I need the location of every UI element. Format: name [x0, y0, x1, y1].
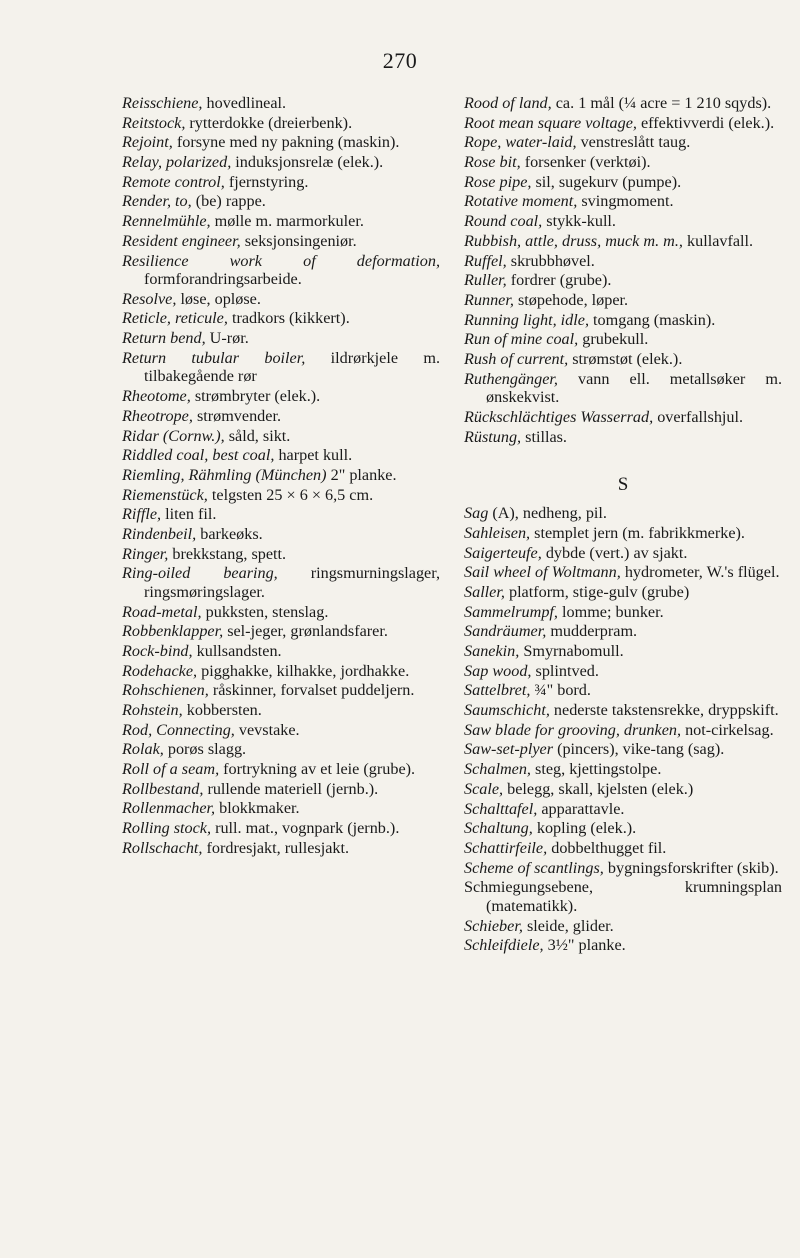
dictionary-entry: [464, 271, 782, 290]
entry-definition: kobbersten.: [186, 701, 262, 720]
dictionary-entry: [122, 290, 440, 309]
entry-term: Saigerteufe,: [464, 543, 542, 562]
entry-term: Root mean square voltage,: [464, 113, 637, 132]
entry-term: Rush of current,: [464, 349, 569, 368]
entry-term: Saumschicht,: [464, 701, 550, 720]
r-entries: [464, 94, 782, 446]
entry-term: Riemenstück,: [122, 485, 208, 504]
entry-definition: strømvender.: [196, 406, 282, 425]
entry-term: Rolling stock,: [122, 819, 212, 838]
dictionary-entry: [122, 525, 440, 544]
entry-term: Sag: [464, 504, 489, 523]
dictionary-entry: [464, 760, 782, 779]
entry-term: Schieber,: [464, 916, 523, 935]
page-number: 270: [382, 48, 418, 73]
entry-definition: porøs slagg.: [167, 740, 247, 759]
entry-term: Schattirfeile,: [464, 838, 548, 857]
dictionary-entry: [464, 153, 782, 172]
dictionary-entry: [464, 721, 782, 740]
dictionary-entry: [122, 505, 440, 524]
entry-definition: hovedlineal.: [206, 94, 287, 112]
dictionary-entry: [122, 642, 440, 661]
dictionary-entry: [122, 564, 440, 601]
dictionary-entry: [464, 370, 782, 407]
entry-term: Riddled coal, best coal,: [122, 446, 275, 465]
dictionary-entry: [122, 662, 440, 681]
dictionary-entry: [464, 94, 782, 113]
entry-term: Riffle,: [122, 505, 162, 524]
entry-term: Rüstung,: [464, 427, 522, 446]
entry-definition: stemplet jern (m. fabrikkmerke).: [534, 523, 745, 542]
entry-definition: apparattavle.: [541, 799, 625, 818]
entry-definition: forsyne med ny pakning (maskin).: [176, 133, 400, 152]
dictionary-entry: [464, 291, 782, 310]
entry-definition: råskinner, forvalset puddeljern.: [212, 681, 415, 700]
entry-term: Running light, idle,: [464, 310, 589, 329]
entry-definition: ringsmurningslager, ringsmøringslager.: [144, 564, 441, 601]
dictionary-entry: [122, 819, 440, 838]
dictionary-entry: [122, 153, 440, 172]
dictionary-entry: [122, 133, 440, 152]
dictionary-entry: [464, 524, 782, 543]
entry-definition: blokkmaker.: [219, 799, 300, 818]
dictionary-entry: [122, 173, 440, 192]
dictionary-entry: [464, 701, 782, 720]
entry-definition: svingmoment.: [581, 192, 674, 211]
entry-definition: lomme; bunker.: [562, 602, 664, 621]
entry-definition: kullsandsten.: [196, 641, 282, 660]
entry-term: Scale,: [464, 779, 504, 798]
entry-term: Road-metal,: [122, 602, 202, 621]
entry-term: Run of mine coal,: [464, 330, 579, 349]
entry-definition: skrubbhøvel.: [510, 251, 595, 270]
dictionary-entry: [464, 936, 782, 955]
entry-term: Rindenbeil,: [122, 524, 197, 543]
dictionary-entry: [464, 311, 782, 330]
entry-definition: stykk-kull.: [546, 212, 616, 231]
dictionary-entry: [464, 839, 782, 858]
dictionary-entry: [464, 819, 782, 838]
entry-term: Rose bit,: [464, 153, 521, 172]
entry-definition: fortrykning av et leie (grube).: [223, 760, 416, 779]
entry-term: Scheme of scantlings,: [464, 858, 604, 877]
dictionary-entry: [122, 780, 440, 799]
entry-term: Rubbish, attle, druss, muck m. m.,: [464, 231, 683, 250]
entry-definition: liten fil.: [165, 505, 217, 524]
entry-term: Sandräumer,: [464, 622, 547, 641]
entry-definition: dybde (vert.) av sjakt.: [545, 543, 688, 562]
dictionary-entry: [122, 407, 440, 426]
entry-definition: forsenker (verktøi).: [524, 153, 651, 172]
dictionary-entry: [122, 114, 440, 133]
entry-definition: hydrometer, W.'s flügel.: [624, 563, 780, 582]
entry-term: Schleifdiele,: [464, 936, 544, 955]
entry-term: Remote control,: [122, 172, 225, 191]
entry-term: Rose pipe,: [464, 172, 532, 191]
dictionary-entry: [464, 917, 782, 936]
section-letter: S: [617, 474, 629, 496]
dictionary-entry: [464, 859, 782, 878]
entry-definition: not-cirkelsag.: [685, 720, 774, 739]
entry-definition: pigghakke, kilhakke, jordhakke.: [201, 661, 410, 680]
entry-definition: vann ell. metallsøker m. ønskekvist.: [486, 369, 782, 407]
dictionary-entry: [464, 622, 782, 641]
dictionary-entry: [464, 800, 782, 819]
entry-term: Rodehacke,: [122, 661, 198, 680]
entry-definition: ca. 1 mål (¼ acre = 1 210 sqyds).: [555, 94, 772, 112]
dictionary-entry: [122, 232, 440, 251]
entry-term: Schalttafel,: [464, 799, 538, 818]
dictionary-entry: [464, 642, 782, 661]
entry-definition: tomgang (maskin).: [593, 310, 716, 329]
entry-term: Ridar (Cornw.),: [122, 426, 225, 445]
entry-term: Rohschienen,: [122, 681, 209, 700]
dictionary-entry: [464, 114, 782, 133]
entry-term: Rennelmühle,: [122, 212, 211, 231]
left-column: [122, 94, 440, 859]
entry-definition: stillas.: [525, 427, 567, 446]
entry-definition: barkeøks.: [200, 524, 263, 543]
entry-term: Ringer,: [122, 544, 169, 563]
entry-definition: platform, stige-gulv (grube): [508, 582, 690, 601]
entry-definition: krumningsplan (matematikk).: [486, 878, 782, 915]
entry-term: Rod, Connecting,: [122, 720, 235, 739]
dictionary-entry: [122, 94, 440, 113]
entry-term: Rolak,: [122, 740, 164, 759]
dictionary-entry: [122, 486, 440, 505]
s-entries: [464, 504, 782, 955]
dictionary-entry: [122, 252, 440, 289]
right-column: [464, 94, 782, 956]
entry-definition: telgsten 25 × 6 × 6,5 cm.: [211, 485, 374, 504]
entry-definition: overfallshjul.: [657, 407, 744, 426]
dictionary-entry: [122, 721, 440, 740]
entry-definition: kullavfall.: [687, 231, 754, 250]
entry-definition: U-rør.: [209, 329, 249, 348]
entry-definition: pukksten, stenslag.: [205, 602, 329, 621]
entry-definition: mudderpram.: [550, 622, 638, 641]
dictionary-entry: [464, 544, 782, 563]
entry-definition: støpehode, løper.: [517, 290, 629, 309]
entry-term: Saw-set-plyer: [464, 740, 554, 759]
dictionary-entry: [464, 192, 782, 211]
entry-definition: sleide, glider.: [526, 916, 614, 935]
entry-term: Roll of a seam,: [122, 760, 220, 779]
entry-definition: (be) rappe.: [195, 192, 266, 211]
dictionary-entry: [464, 252, 782, 271]
entry-term: Rollenmacher,: [122, 799, 216, 818]
entry-term: Resilience work of deformation,: [122, 251, 440, 270]
dictionary-entry: [464, 504, 782, 523]
entry-term: Sail wheel of Woltmann,: [464, 563, 621, 582]
entry-definition: (pincers), vike-tang (sag).: [557, 740, 725, 759]
entry-term: Render, to,: [122, 192, 192, 211]
dictionary-entry: [122, 760, 440, 779]
entry-term: Schaltung,: [464, 819, 533, 838]
dictionary-entry: [464, 681, 782, 700]
entry-term: Rotative moment,: [464, 192, 578, 211]
entry-term: Relay, polarized,: [122, 153, 232, 172]
entry-term: Rollbestand,: [122, 779, 204, 798]
dictionary-entry: [464, 780, 782, 799]
dictionary-entry: [122, 466, 440, 485]
entry-term: Rheotrope,: [122, 406, 193, 425]
entry-term: Return bend,: [122, 329, 206, 348]
dictionary-entry: [464, 583, 782, 602]
entry-definition: (A), nedheng, pil.: [492, 504, 607, 523]
dictionary-entry: [122, 839, 440, 858]
entry-definition: rytterdokke (dreierbenk).: [189, 113, 353, 132]
entry-term: Riemling, Rähmling (München): [122, 465, 327, 484]
entry-term: Ruller,: [464, 271, 507, 290]
dictionary-entry: [122, 799, 440, 818]
entry-definition: nederste takstensrekke, dryppskift.: [553, 701, 779, 720]
entry-definition: bygningsforskrifter (skib).: [607, 858, 779, 877]
entry-definition: seksjonsingeniør.: [244, 231, 357, 250]
entry-term: Rückschlächtiges Wasserrad,: [464, 407, 654, 426]
dictionary-entry: [464, 603, 782, 622]
entry-definition: effektivverdi (elek.).: [640, 113, 775, 132]
entry-term: Round coal,: [464, 212, 543, 231]
dictionary-entry: [122, 701, 440, 720]
entry-definition: induksjonsrelæ (elek.).: [235, 153, 384, 172]
dictionary-entry: [464, 428, 782, 447]
entry-definition: harpet kull.: [278, 446, 353, 465]
entry-definition: dobbelthugget fil.: [551, 838, 667, 857]
entry-term: Reticle, reticule,: [122, 309, 228, 328]
entry-definition: mølle m. marmorkuler.: [214, 212, 364, 231]
dictionary-entry: [122, 329, 440, 348]
entry-definition: splintved.: [535, 661, 599, 680]
entry-term: Rope, water-laid,: [464, 133, 577, 152]
entry-term: Rood of land,: [464, 94, 552, 112]
entry-term: Runner,: [464, 290, 514, 309]
dictionary-entry: [122, 740, 440, 759]
entry-definition: strømstøt (elek.).: [572, 349, 683, 368]
dictionary-entry: [122, 603, 440, 622]
dictionary-entry: [122, 681, 440, 700]
entry-definition: grubekull.: [582, 330, 649, 349]
entry-definition: rull. mat., vognpark (jernb.).: [215, 819, 400, 838]
entry-definition: vevstake.: [238, 720, 300, 739]
entry-term: Sap wood,: [464, 661, 532, 680]
entry-term: Reisschiene,: [122, 94, 203, 112]
dictionary-entry: [122, 387, 440, 406]
dictionary-entry: [464, 740, 782, 759]
entry-definition: 2" planke.: [330, 465, 397, 484]
dictionary-entry: [122, 212, 440, 231]
entry-term: Rollschacht,: [122, 838, 203, 857]
entry-term: Resident engineer,: [122, 231, 241, 250]
entry-definition: ildrørkjele m. tilbakegående rør: [144, 348, 441, 386]
dictionary-entry: [122, 192, 440, 211]
entry-term: Sahleisen,: [464, 523, 531, 542]
entry-definition: belegg, skall, kjelsten (elek.): [507, 779, 694, 798]
entry-term: Ruthengänger,: [464, 369, 558, 388]
entry-definition: strømbryter (elek.).: [194, 387, 321, 406]
dictionary-entry: [122, 349, 440, 386]
entry-term: Schmiegungsebene,: [464, 878, 594, 897]
entry-definition: fordrer (grube).: [510, 271, 612, 290]
entry-definition: fjernstyring.: [228, 172, 309, 191]
entry-term: Rheotome,: [122, 387, 191, 406]
entry-term: Rejoint,: [122, 133, 173, 152]
entry-term: Resolve,: [122, 289, 177, 308]
dictionary-entry: [464, 350, 782, 369]
entry-term: Sammelrumpf,: [464, 602, 558, 621]
dictionary-entry: [122, 545, 440, 564]
entry-definition: brekkstang, spett.: [172, 544, 287, 563]
dictionary-entry: [464, 232, 782, 251]
entry-definition: fordresjakt, rullesjakt.: [206, 838, 350, 857]
entry-term: Sanekin,: [464, 642, 520, 660]
dictionary-entry: [464, 173, 782, 192]
entry-definition: 3½" planke.: [547, 936, 626, 955]
entry-term: Ruffel,: [464, 251, 507, 270]
entry-definition: kopling (elek.).: [536, 819, 637, 838]
entry-term: Saw blade for grooving, drunken,: [464, 720, 682, 739]
entry-term: Return tubular boiler,: [122, 348, 306, 367]
entry-term: Schalmen,: [464, 760, 531, 779]
entry-term: Saller,: [464, 582, 505, 601]
dictionary-entry: [464, 408, 782, 427]
entry-definition: løse, opløse.: [180, 289, 261, 308]
dictionary-entry: [464, 878, 782, 915]
entry-definition: venstreslått taug.: [580, 133, 691, 152]
entry-definition: tradkors (kikkert).: [231, 309, 350, 328]
entry-definition: sel-jeger, grønlandsfarer.: [227, 622, 388, 641]
entry-term: Robbenklapper,: [122, 622, 224, 641]
entry-term: Rock-bind,: [122, 641, 193, 660]
entry-definition: såld, sikt.: [228, 426, 291, 445]
dictionary-entry: [122, 309, 440, 328]
dictionary-entry: [464, 662, 782, 681]
dictionary-entry: [122, 446, 440, 465]
entry-definition: Smyrnabomull.: [523, 642, 624, 660]
entry-definition: formforandringsarbeide.: [144, 270, 302, 289]
entry-term: Sattelbret,: [464, 681, 531, 700]
dictionary-entry: [122, 427, 440, 446]
entry-definition: ¾" bord.: [534, 681, 591, 700]
dictionary-entry: [122, 622, 440, 641]
entry-term: Reitstock,: [122, 113, 186, 132]
dictionary-entry: [464, 330, 782, 349]
entry-definition: sil, sugekurv (pumpe).: [535, 172, 682, 191]
entry-definition: rullende materiell (jernb.).: [207, 779, 379, 798]
dictionary-entry: [464, 133, 782, 152]
dictionary-entry: [464, 563, 782, 582]
dictionary-entry: [464, 212, 782, 231]
entry-definition: steg, kjettingstolpe.: [535, 760, 662, 779]
entry-term: Ring-oiled bearing,: [122, 564, 278, 583]
entry-term: Rohstein,: [122, 701, 183, 720]
